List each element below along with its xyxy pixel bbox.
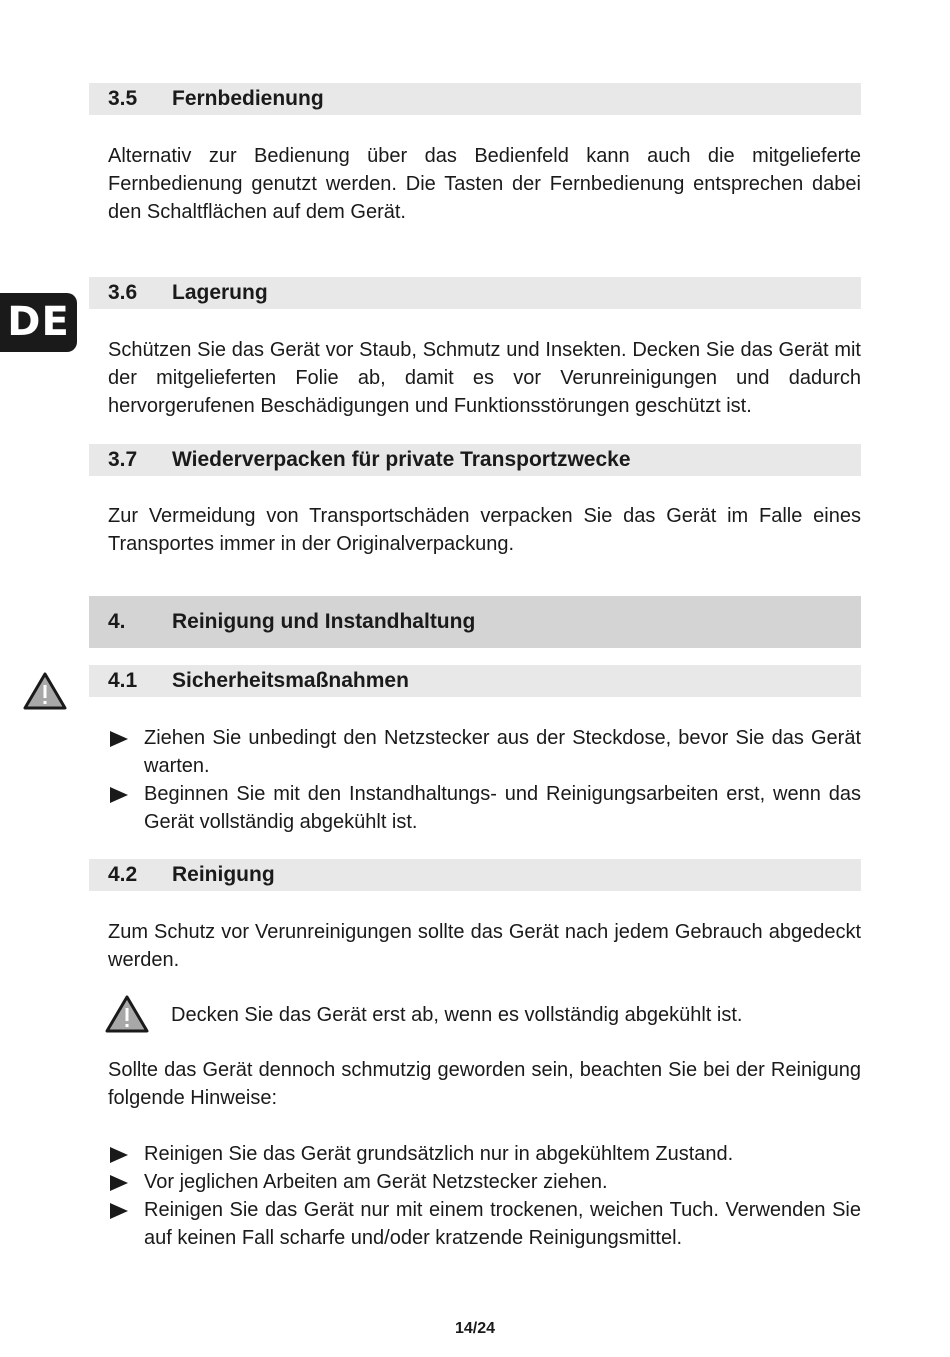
arrow-bullet-icon <box>110 1147 128 1163</box>
list-item: Beginnen Sie mit den Instandhaltungs- und Reinigungsarbeiten erst, wenn das Gerät vollständig abgekühlt ist. <box>108 780 861 836</box>
cleaning-bullet-list <box>108 1140 861 1252</box>
section-title: Wiederverpacken für private Transportzwecke <box>172 448 631 471</box>
section-heading-4-2 <box>89 859 861 891</box>
chapter-title: Reinigung und Instandhaltung <box>172 610 476 633</box>
section-heading-3-6 <box>89 277 861 309</box>
list-item: Reinigen Sie das Gerät nur mit einem trockenen, weichen Tuch. Verwenden Sie auf keinen Fall scharfe und/oder kratzende Reinigungsmittel. <box>108 1196 861 1252</box>
paragraph-repacking: Zur Vermeidung von Transportschäden verpacken Sie das Gerät im Falle eines Transportes immer in der Originalverpackung. <box>108 505 861 555</box>
arrow-bullet-icon <box>110 1175 128 1191</box>
warning-icon <box>104 994 150 1034</box>
section-number: 4.1 <box>108 669 138 692</box>
chapter-number: 4. <box>108 610 126 633</box>
section-heading-3-7 <box>89 444 861 476</box>
section-number: 3.6 <box>108 281 138 304</box>
arrow-bullet-icon <box>110 731 128 747</box>
list-item: Reinigen Sie das Gerät grundsätzlich nur in abgekühltem Zustand. <box>108 1140 861 1168</box>
paragraph-remote-control: Alternativ zur Bedienung über das Bedienfeld kann auch die mitgelieferte Fernbedienung genutzt werden. Die Tasten der Fernbedienung entsprechen dabei den Schaltflächen auf dem Gerät. <box>108 145 861 223</box>
section-title: Fernbedienung <box>172 87 324 110</box>
arrow-bullet-icon <box>110 1203 128 1219</box>
list-item: Vor jeglichen Arbeiten am Gerät Netzstecker ziehen. <box>108 1168 861 1196</box>
chapter-heading-4 <box>89 596 861 648</box>
paragraph-storage: Schützen Sie das Gerät vor Staub, Schmutz und Insekten. Decken Sie das Gerät mit der mitgelieferten Folie ab, damit es vor Verunreinigungen und dadurch hervorgerufenen Beschädigungen und Funktionsstörungen geschützt ist. <box>108 339 861 417</box>
warning-icon <box>22 671 68 711</box>
language-tab-de: DE <box>0 293 77 352</box>
section-heading-3-5 <box>89 83 861 115</box>
list-item: Ziehen Sie unbedingt den Netzstecker aus der Steckdose, bevor Sie das Gerät warten. <box>108 724 861 780</box>
paragraph-cleaning-hints: Sollte das Gerät dennoch schmutzig geworden sein, beachten Sie bei der Reinigung folgende Hinweise: <box>108 1059 861 1109</box>
safety-bullet-list <box>108 724 861 836</box>
arrow-bullet-icon <box>110 787 128 803</box>
section-title: Reinigung <box>172 863 275 886</box>
paragraph-cleaning-intro: Zum Schutz vor Verunreinigungen sollte das Gerät nach jedem Gebrauch abgedeckt werden. <box>108 921 861 971</box>
section-title: Lagerung <box>172 281 268 304</box>
section-number: 3.5 <box>108 87 138 110</box>
page-number: 14/24 <box>454 1320 496 1337</box>
warning-text: Decken Sie das Gerät erst ab, wenn es vollständig abgekühlt ist. <box>171 1004 743 1026</box>
section-title: Sicherheitsmaßnahmen <box>172 669 409 692</box>
section-number: 4.2 <box>108 863 138 886</box>
section-number: 3.7 <box>108 448 138 471</box>
section-heading-4-1 <box>89 665 861 697</box>
